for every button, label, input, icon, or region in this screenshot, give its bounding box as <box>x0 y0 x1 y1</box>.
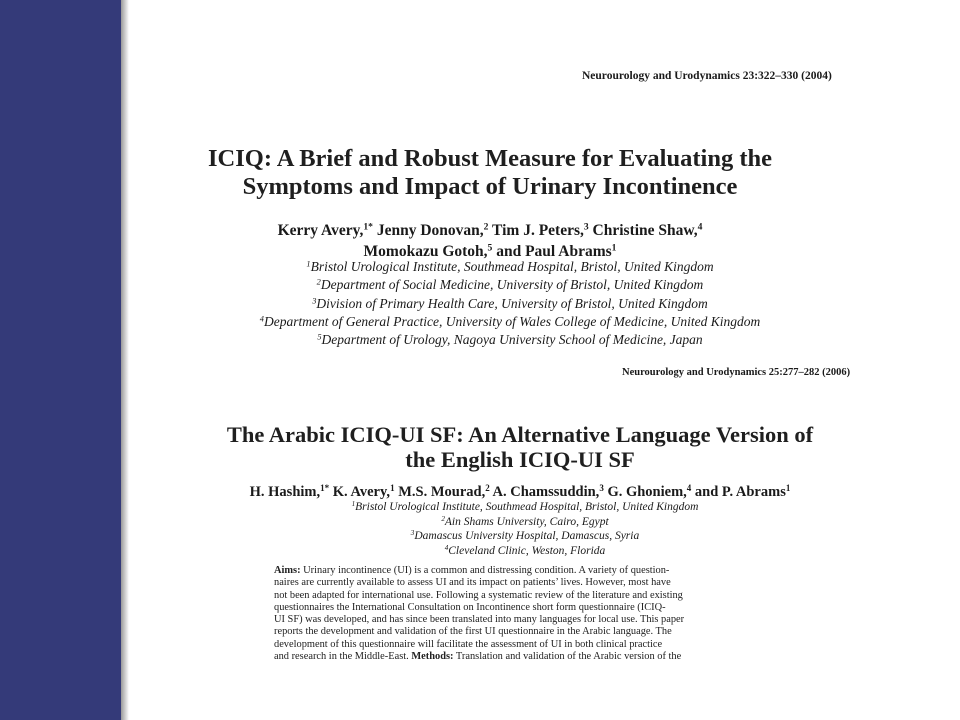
abstract-line <box>274 565 786 577</box>
author: Kerry Avery, <box>277 222 364 239</box>
author-sup: 2 <box>485 483 490 494</box>
affiliation <box>170 276 850 294</box>
affiliation <box>170 331 850 349</box>
author-sup: 5 <box>487 242 493 254</box>
abstract-line: development of this questionnaire will facilitate the assessment of UI in both clinical practice <box>274 638 663 650</box>
abstract-text: and research in the Middle-East. <box>274 651 409 663</box>
affiliation-text: Ain Shams University, Cairo, Egypt <box>444 515 609 528</box>
affiliation-text: Division of Primary Health Care, University of Bristol, United Kingdom <box>316 295 708 311</box>
abstract-text: Urinary incontinence (UI) is a common and distressing condition. A variety of question- <box>303 565 670 576</box>
paper2-authors-line1 <box>180 483 860 501</box>
author-sup: 2 <box>483 221 489 233</box>
author: G. Ghoniem, <box>607 484 687 500</box>
abstract-line: reports the development and validation of the first UI questionnaire in the Arabic language. The <box>274 626 672 638</box>
affiliation-sup: 4 <box>444 543 449 552</box>
author-sup: 1* <box>363 221 373 233</box>
abstract-aims-label: Aims: <box>274 565 301 576</box>
affiliation-sup: 3 <box>312 296 317 305</box>
affiliation-sup: 2 <box>316 277 321 287</box>
paper1-title <box>160 145 820 201</box>
affiliation-sup: 5 <box>317 332 322 342</box>
affiliation-text: Department of Urology, Nagoya University School of Medicine, Japan <box>321 332 703 348</box>
paper2-abstract <box>274 565 786 663</box>
affiliation-sup: 4 <box>259 314 264 324</box>
affiliation-text: Bristol Urological Institute, Southmead Hospital, Bristol, United Kingdom <box>355 501 699 513</box>
author-sup: 1 <box>611 242 617 254</box>
author: K. Avery, <box>332 484 391 500</box>
paper1-title-line1: ICIQ: A Brief and Robust Measure for Evaluating the <box>208 145 772 172</box>
affiliation <box>170 295 850 313</box>
affiliation-text: Bristol Urological Institute, Southmead Hospital, Bristol, United Kingdom <box>310 259 714 274</box>
author-sup: 3 <box>599 483 604 494</box>
author: H. Hashim, <box>249 484 321 500</box>
abstract-line: UI SF) was developed, and has since been translated into many languages for local use. This paper <box>274 614 685 626</box>
paper2-affiliations <box>300 500 750 558</box>
author: M.S. Mourad, <box>398 484 486 500</box>
affiliation-text: Department of Social Medicine, University of Bristol, United Kingdom <box>320 277 704 293</box>
author: and Paul Abrams <box>496 243 612 260</box>
affiliation <box>300 515 750 530</box>
slide-sidebar <box>0 0 121 720</box>
paper1-affiliations <box>170 258 850 349</box>
abstract-line: naires are currently available to assess UI and its impact on patients’ lives. However, most have <box>274 577 671 589</box>
paper1-authors-line1 <box>200 220 780 241</box>
affiliation-sup: 3 <box>410 529 415 538</box>
author: Jenny Donovan, <box>376 222 484 239</box>
author-sup: 3 <box>583 221 589 233</box>
affiliation <box>170 258 850 276</box>
author: and P. Abrams <box>694 484 786 500</box>
author: A. Chamssuddin, <box>492 484 600 500</box>
paper1-authors <box>200 220 780 262</box>
author-sup: 4 <box>686 483 692 494</box>
affiliation-sup: 1 <box>351 500 356 509</box>
affiliation <box>300 544 750 559</box>
affiliation-sup: 2 <box>441 514 445 523</box>
affiliation <box>300 500 750 515</box>
paper2-title <box>160 422 880 472</box>
author-sup: 1* <box>320 483 330 494</box>
abstract-methods-label: Methods: <box>411 651 454 663</box>
paper2-journal-citation: Neurourology and Urodynamics 25:277–282 (2006) <box>622 367 851 378</box>
paper1-journal-citation: Neurourology and Urodynamics 23:322–330 (2004) <box>582 70 832 82</box>
sidebar-shadow <box>121 0 129 720</box>
affiliation <box>170 313 850 331</box>
affiliation <box>300 529 750 544</box>
author-sup: 1 <box>390 483 395 494</box>
abstract-line: not been adapted for international use. Following a systematic review of the literature and existing <box>274 589 683 601</box>
affiliation-text: Cleveland Clinic, Weston, Florida <box>448 544 606 557</box>
paper1-title-line2: Symptoms and Impact of Urinary Incontinence <box>242 173 738 200</box>
author: Tim J. Peters, <box>492 222 584 239</box>
paper2-title-line2: the English ICIQ-UI SF <box>405 447 635 472</box>
affiliation-sup: 1 <box>306 259 311 269</box>
abstract-text: Translation and validation of the Arabic version of the <box>455 651 682 663</box>
paper2-title-line1: The Arabic ICIQ-UI SF: An Alternative Language Version of <box>226 422 814 447</box>
paper2-authors <box>180 483 860 501</box>
author-sup: 1 <box>785 483 791 494</box>
author: Momokazu Gotoh, <box>363 243 488 260</box>
affiliation-text: Damascus University Hospital, Damascus, Syria <box>414 530 640 542</box>
author: Christine Shaw, <box>592 222 698 239</box>
abstract-line <box>274 651 786 663</box>
abstract-line: questionnaires the International Consultation on Incontinence short form questionnaire (ICIQ- <box>274 601 666 613</box>
author-sup: 4 <box>697 221 703 233</box>
affiliation-text: Department of General Practice, University of Wales College of Medicine, United Kingdom <box>263 313 761 329</box>
